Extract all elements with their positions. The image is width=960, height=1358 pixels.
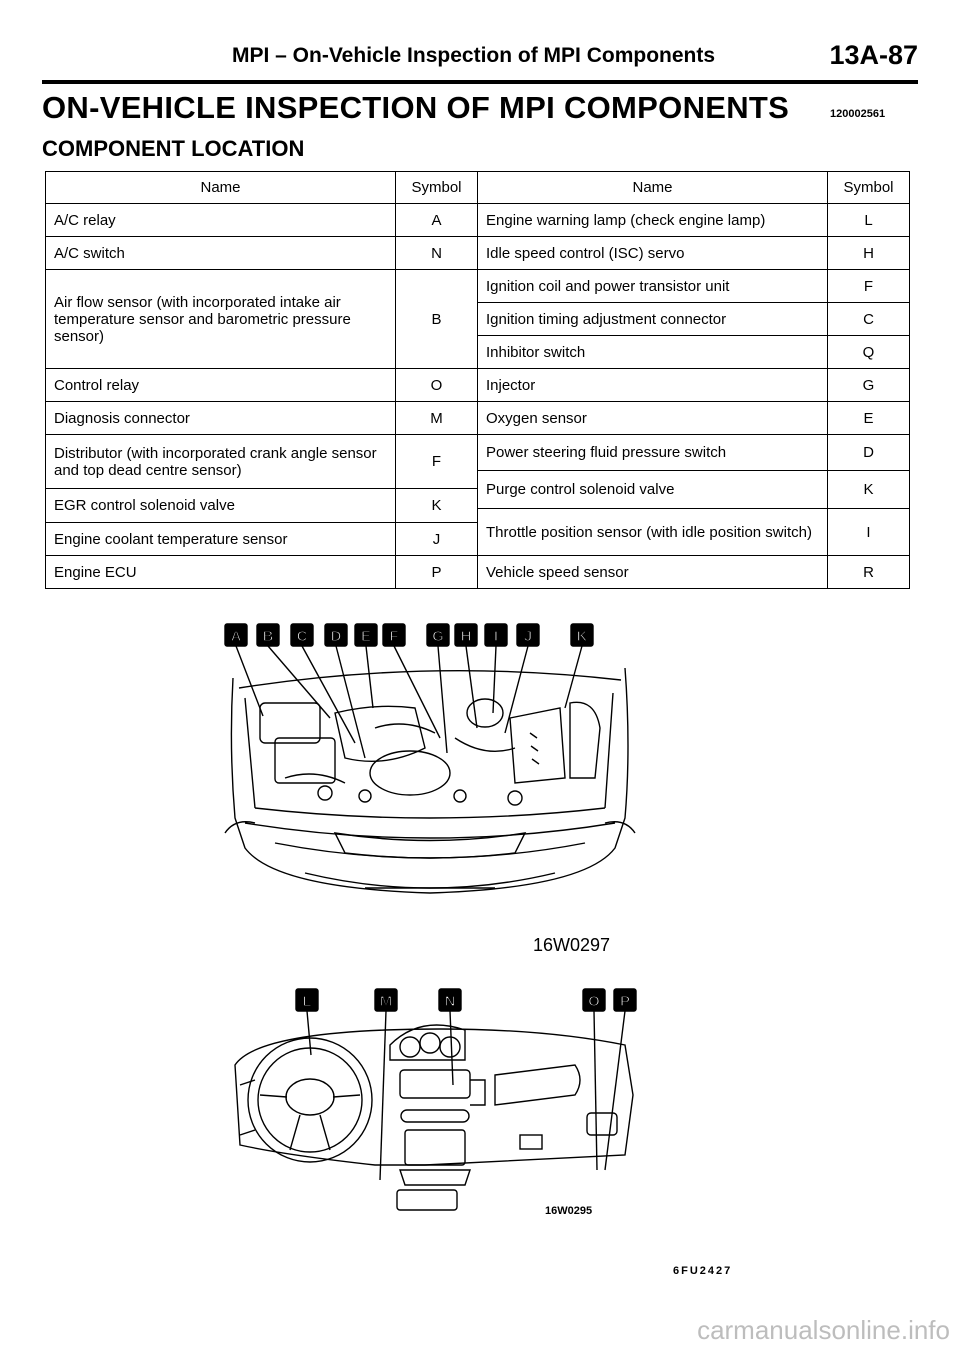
svg-text:E: E: [360, 628, 372, 645]
table-row: [46, 204, 910, 237]
component-name: Control relay: [46, 369, 396, 402]
component-symbol: I: [828, 509, 910, 556]
component-symbol: D: [828, 435, 910, 471]
component-name: EGR control solenoid valve: [46, 489, 396, 523]
callout-label-m: [375, 989, 397, 1011]
svg-text:O: O: [588, 993, 600, 1010]
component-symbol: A: [396, 204, 478, 237]
svg-text:H: H: [460, 628, 472, 645]
callout-label-d: [325, 624, 347, 646]
table-row: [46, 270, 910, 303]
svg-text:B: B: [262, 628, 274, 645]
callout-label-l: [296, 989, 318, 1011]
table-row: [46, 435, 910, 471]
table-row: [46, 237, 910, 270]
component-symbol: Q: [828, 336, 910, 369]
column-header: Name: [46, 172, 396, 204]
component-symbol: P: [396, 556, 478, 589]
component-name: Diagnosis connector: [46, 402, 396, 435]
component-symbol: J: [396, 523, 478, 556]
callout-label-c: [291, 624, 313, 646]
component-symbol: E: [828, 402, 910, 435]
dash-figure-caption: 16W0295: [545, 1205, 593, 1217]
dashboard-figure: [225, 985, 645, 1215]
engine-bay-figure: [215, 618, 645, 918]
component-name: Vehicle speed sensor: [478, 556, 828, 589]
callout-label-o: [583, 989, 605, 1011]
page-number: 13A-87: [829, 40, 918, 70]
doc-code: 120002561: [830, 108, 886, 120]
component-symbol: H: [828, 237, 910, 270]
svg-text:M: M: [379, 993, 393, 1010]
table-row: [46, 402, 910, 435]
table-header-row: [46, 172, 910, 204]
column-header: Name: [478, 172, 828, 204]
component-symbol: O: [396, 369, 478, 402]
engine-label-boxes: [225, 624, 593, 646]
figure-code: 6FU2427: [673, 1265, 733, 1277]
engine-figure-caption: 16W0297: [533, 935, 611, 955]
callout-label-b: [257, 624, 279, 646]
column-header: Symbol: [396, 172, 478, 204]
page-header: [42, 40, 918, 84]
svg-text:I: I: [493, 628, 499, 645]
component-name: Engine warning lamp (check engine lamp): [478, 204, 828, 237]
callout-label-e: [355, 624, 377, 646]
component-name: Idle speed control (ISC) servo: [478, 237, 828, 270]
component-symbol: N: [396, 237, 478, 270]
component-name: Engine ECU: [46, 556, 396, 589]
component-symbol: C: [828, 303, 910, 336]
callout-label-p: [614, 989, 636, 1011]
component-name: Ignition timing adjustment connector: [478, 303, 828, 336]
callout-label-a: [225, 624, 247, 646]
component-name: Power steering fluid pressure switch: [478, 435, 828, 471]
component-name: Inhibitor switch: [478, 336, 828, 369]
component-symbol: M: [396, 402, 478, 435]
svg-text:F: F: [389, 628, 399, 645]
callout-label-i: [485, 624, 507, 646]
component-name: Air flow sensor (with incorporated intake air temperature sensor and barometric pressure sensor): [46, 270, 396, 369]
component-name: Ignition coil and power transistor unit: [478, 270, 828, 303]
svg-text:P: P: [619, 993, 631, 1010]
engine-bay-drawing: [225, 668, 635, 893]
svg-text:L: L: [302, 993, 312, 1010]
component-symbol: K: [396, 489, 478, 523]
dashboard-drawing: [235, 1025, 633, 1210]
header-title: MPI – On-Vehicle Inspection of MPI Components: [232, 44, 716, 67]
component-symbol: K: [828, 471, 910, 509]
svg-text:K: K: [576, 628, 588, 645]
svg-text:G: G: [432, 628, 444, 645]
component-symbol: F: [396, 435, 478, 489]
component-symbol: L: [828, 204, 910, 237]
component-symbol: G: [828, 369, 910, 402]
component-name: A/C relay: [46, 204, 396, 237]
main-title: ON-VEHICLE INSPECTION OF MPI COMPONENTS: [42, 90, 790, 125]
callout-label-f: [383, 624, 405, 646]
component-symbol: B: [396, 270, 478, 369]
svg-text:A: A: [230, 628, 242, 645]
component-name: Distributor (with incorporated crank angle sensor and top dead centre sensor): [46, 435, 396, 489]
callout-label-j: [517, 624, 539, 646]
svg-text:D: D: [330, 628, 342, 645]
svg-text:N: N: [444, 993, 456, 1010]
svg-text:C: C: [296, 628, 308, 645]
component-name: A/C switch: [46, 237, 396, 270]
table-row: [46, 369, 910, 402]
column-header: Symbol: [828, 172, 910, 204]
table-row: [46, 556, 910, 589]
svg-text:J: J: [523, 628, 533, 645]
component-table: [45, 171, 910, 589]
component-name: Throttle position sensor (with idle position switch): [478, 509, 828, 556]
callout-label-h: [455, 624, 477, 646]
component-symbol: R: [828, 556, 910, 589]
component-name: Injector: [478, 369, 828, 402]
callout-label-k: [571, 624, 593, 646]
watermark: carmanualsonline.info: [697, 1315, 950, 1345]
section-title: COMPONENT LOCATION: [42, 136, 305, 161]
component-name: Engine coolant temperature sensor: [46, 523, 396, 556]
component-name: Oxygen sensor: [478, 402, 828, 435]
component-symbol: F: [828, 270, 910, 303]
callout-label-g: [427, 624, 449, 646]
callout-label-n: [439, 989, 461, 1011]
dash-label-boxes: [296, 989, 636, 1011]
component-name: Purge control solenoid valve: [478, 471, 828, 509]
engine-leader-lines: [236, 646, 582, 758]
